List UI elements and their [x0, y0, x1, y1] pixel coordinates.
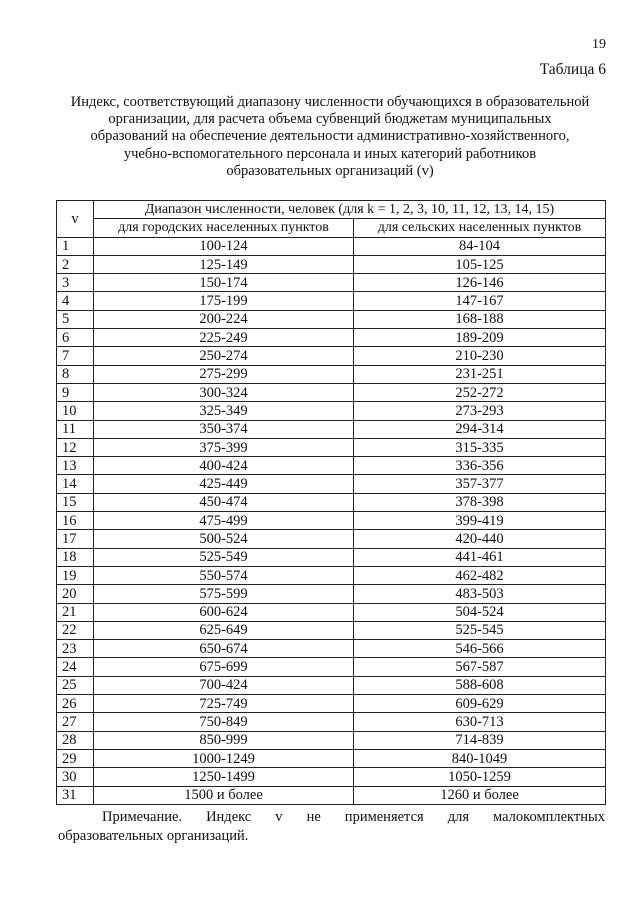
table-row — [57, 786, 606, 804]
row-index: 9 — [57, 383, 94, 401]
rural-range: 147-167 — [354, 292, 606, 310]
table-row — [57, 548, 606, 566]
table-row — [57, 329, 606, 347]
table-row — [57, 713, 606, 731]
footnote-line: образовательных организаций. — [58, 828, 249, 844]
urban-range: 600-624 — [94, 603, 354, 621]
table-row — [57, 347, 606, 365]
table-row — [57, 749, 606, 767]
title-line: образовательных организаций (v) — [226, 162, 434, 179]
row-index: 17 — [57, 530, 94, 548]
rural-range: 840-1049 — [354, 749, 606, 767]
rural-range: 189-209 — [354, 329, 606, 347]
rural-range: 441-461 — [354, 548, 606, 566]
table-row — [57, 457, 606, 475]
row-index: 22 — [57, 621, 94, 639]
urban-range: 525-549 — [94, 548, 354, 566]
row-index: 26 — [57, 695, 94, 713]
urban-range: 375-399 — [94, 438, 354, 456]
row-index: 31 — [57, 786, 94, 804]
urban-range: 675-699 — [94, 658, 354, 676]
title-line: учебно-вспомогательного персонала и иных категорий работников — [123, 145, 537, 162]
row-index: 23 — [57, 640, 94, 658]
rural-range: 315-335 — [354, 438, 606, 456]
rural-range: 609-629 — [354, 695, 606, 713]
row-index: 5 — [57, 310, 94, 328]
urban-range: 425-449 — [94, 475, 354, 493]
urban-range: 575-599 — [94, 585, 354, 603]
urban-range: 275-299 — [94, 365, 354, 383]
rural-range: 105-125 — [354, 255, 606, 273]
rural-range: 420-440 — [354, 530, 606, 548]
table-row — [57, 566, 606, 584]
header-group: Диапазон численности, человек (для k = 1, 2, 3, 10, 11, 12, 13, 14, 15) — [94, 201, 606, 219]
row-index: 2 — [57, 255, 94, 273]
urban-range: 175-199 — [94, 292, 354, 310]
urban-range: 550-574 — [94, 566, 354, 584]
rural-range: 273-293 — [354, 402, 606, 420]
row-index: 11 — [57, 420, 94, 438]
urban-range: 1500 и более — [94, 786, 354, 804]
page-number: 19 — [592, 37, 606, 52]
urban-range: 700-424 — [94, 676, 354, 694]
row-index: 7 — [57, 347, 94, 365]
header-v: v — [57, 201, 94, 238]
header-row — [57, 201, 606, 219]
table-title — [40, 94, 620, 180]
row-index: 12 — [57, 438, 94, 456]
title-line: образований на обеспечение деятельности административно-хозяйственного, — [90, 128, 570, 145]
row-index: 28 — [57, 731, 94, 749]
urban-range: 250-274 — [94, 347, 354, 365]
row-index: 10 — [57, 402, 94, 420]
row-index: 8 — [57, 365, 94, 383]
table-row — [57, 695, 606, 713]
rural-range: 1260 и более — [354, 786, 606, 804]
rural-range: 462-482 — [354, 566, 606, 584]
urban-range: 125-149 — [94, 255, 354, 273]
urban-range: 500-524 — [94, 530, 354, 548]
urban-range: 650-674 — [94, 640, 354, 658]
table-body — [57, 237, 606, 804]
row-index: 16 — [57, 512, 94, 530]
rural-range: 357-377 — [354, 475, 606, 493]
urban-range: 150-174 — [94, 274, 354, 292]
row-index: 4 — [57, 292, 94, 310]
rural-range: 336-356 — [354, 457, 606, 475]
title-line: Индекс, соответствующий диапазону численности обучающихся в образовательной — [70, 94, 590, 110]
header-rural: для сельских населенных пунктов — [354, 219, 606, 237]
table-row — [57, 237, 606, 255]
row-index: 30 — [57, 768, 94, 786]
table-row — [57, 420, 606, 438]
row-index: 3 — [57, 274, 94, 292]
table-label: Таблица 6 — [539, 61, 606, 78]
table-row — [57, 493, 606, 511]
rural-range: 483-503 — [354, 585, 606, 603]
urban-range: 400-424 — [94, 457, 354, 475]
rural-range: 1050-1259 — [354, 768, 606, 786]
title-line: организации, для расчета объема субвенций бюджетам муниципальных — [108, 111, 552, 128]
row-index: 24 — [57, 658, 94, 676]
row-index: 18 — [57, 548, 94, 566]
rural-range: 231-251 — [354, 365, 606, 383]
table-row — [57, 255, 606, 273]
table-row — [57, 585, 606, 603]
urban-range: 725-749 — [94, 695, 354, 713]
row-index: 15 — [57, 493, 94, 511]
table-row — [57, 475, 606, 493]
row-index: 14 — [57, 475, 94, 493]
rural-range: 504-524 — [354, 603, 606, 621]
row-index: 19 — [57, 566, 94, 584]
rural-range: 546-566 — [354, 640, 606, 658]
table-row — [57, 310, 606, 328]
table-row — [57, 438, 606, 456]
rural-range: 378-398 — [354, 493, 606, 511]
urban-range: 225-249 — [94, 329, 354, 347]
urban-range: 475-499 — [94, 512, 354, 530]
table-row — [57, 768, 606, 786]
urban-range: 325-349 — [94, 402, 354, 420]
row-index: 21 — [57, 603, 94, 621]
rural-range: 714-839 — [354, 731, 606, 749]
table-row — [57, 676, 606, 694]
urban-range: 750-849 — [94, 713, 354, 731]
index-table — [56, 200, 606, 805]
table-row — [57, 530, 606, 548]
urban-range: 850-999 — [94, 731, 354, 749]
row-index: 20 — [57, 585, 94, 603]
rural-range: 399-419 — [354, 512, 606, 530]
row-index: 6 — [57, 329, 94, 347]
urban-range: 100-124 — [94, 237, 354, 255]
rural-range: 525-545 — [354, 621, 606, 639]
table-row — [57, 658, 606, 676]
table-row — [57, 402, 606, 420]
rural-range: 210-230 — [354, 347, 606, 365]
rural-range: 567-587 — [354, 658, 606, 676]
rural-range: 126-146 — [354, 274, 606, 292]
table-row — [57, 621, 606, 639]
table-row — [57, 731, 606, 749]
header-urban: для городских населенных пунктов — [94, 219, 354, 237]
table-row — [57, 603, 606, 621]
footnote — [58, 808, 605, 846]
row-index: 29 — [57, 749, 94, 767]
row-index: 13 — [57, 457, 94, 475]
urban-range: 200-224 — [94, 310, 354, 328]
urban-range: 350-374 — [94, 420, 354, 438]
rural-range: 588-608 — [354, 676, 606, 694]
table-row — [57, 292, 606, 310]
table-row — [57, 365, 606, 383]
rural-range: 630-713 — [354, 713, 606, 731]
rural-range: 84-104 — [354, 237, 606, 255]
urban-range: 1250-1499 — [94, 768, 354, 786]
urban-range: 450-474 — [94, 493, 354, 511]
urban-range: 1000-1249 — [94, 749, 354, 767]
table-row — [57, 383, 606, 401]
urban-range: 625-649 — [94, 621, 354, 639]
row-index: 25 — [57, 676, 94, 694]
rural-range: 252-272 — [354, 383, 606, 401]
table-row — [57, 512, 606, 530]
row-index: 27 — [57, 713, 94, 731]
urban-range: 300-324 — [94, 383, 354, 401]
rural-range: 294-314 — [354, 420, 606, 438]
footnote-line: Примечание. Индекс v не применяется для малокомплектных — [102, 809, 605, 825]
subheader-row — [57, 219, 606, 237]
table-row — [57, 640, 606, 658]
rural-range: 168-188 — [354, 310, 606, 328]
row-index: 1 — [57, 237, 94, 255]
table-row — [57, 274, 606, 292]
